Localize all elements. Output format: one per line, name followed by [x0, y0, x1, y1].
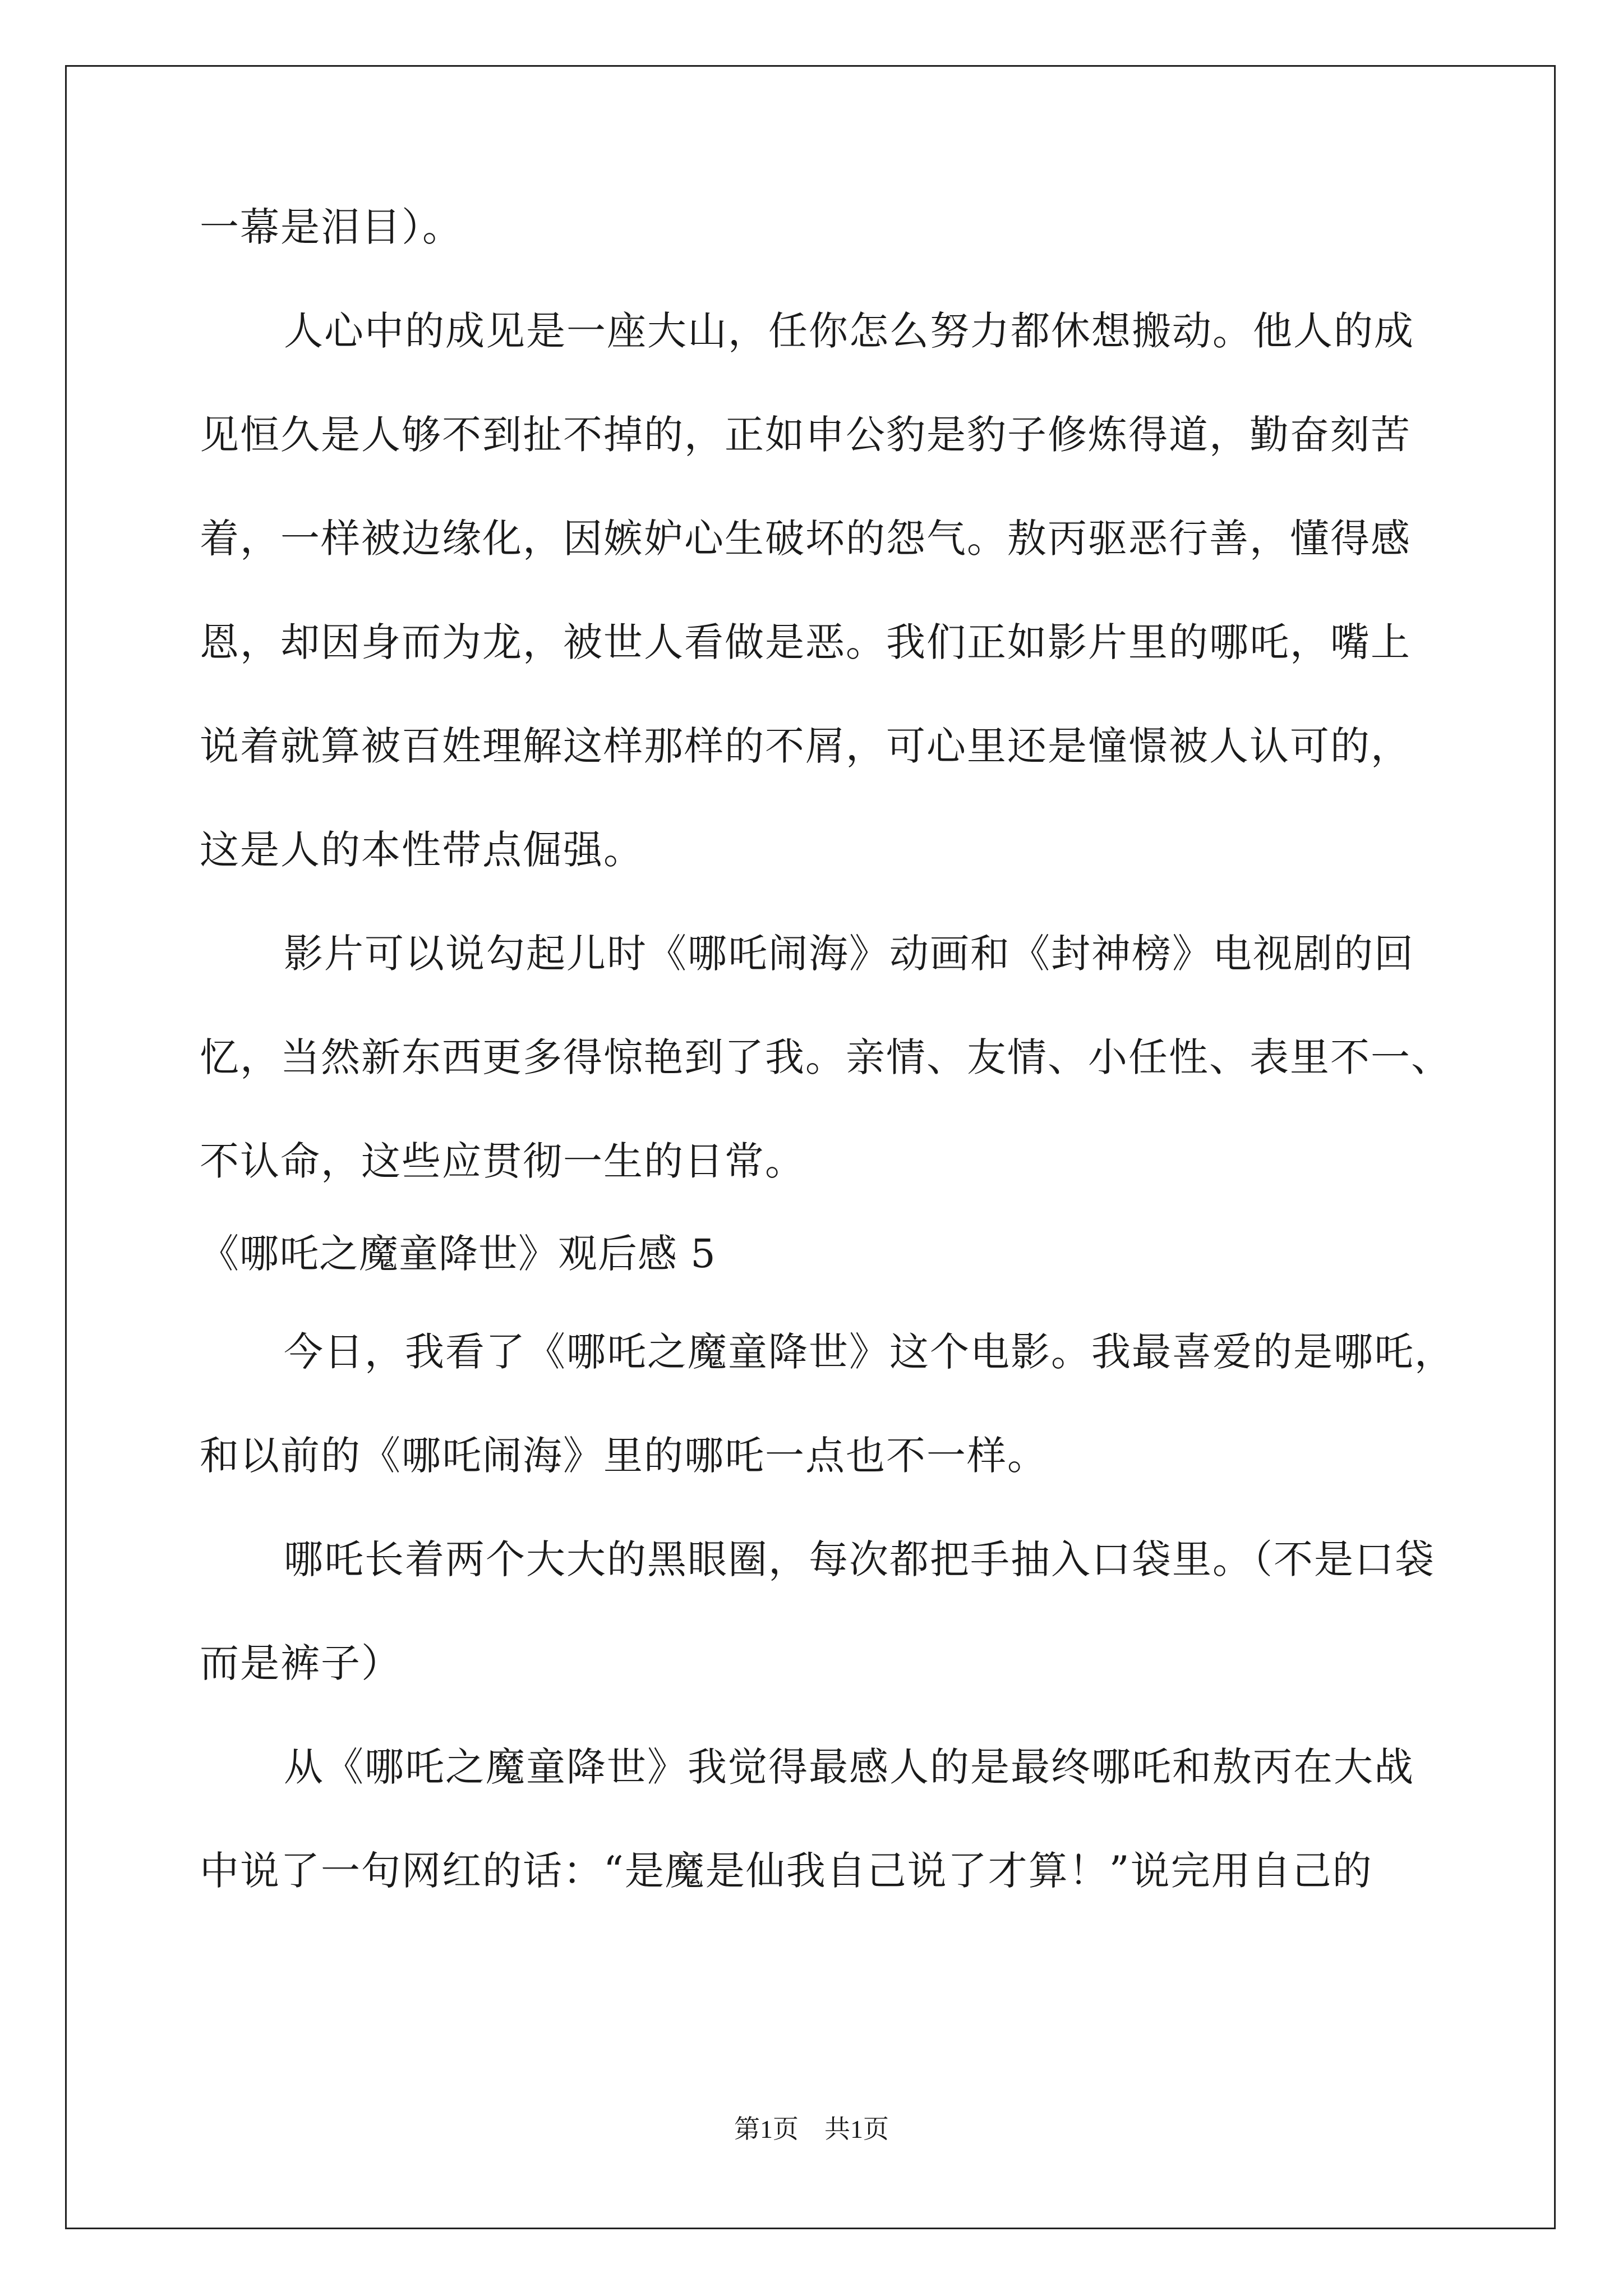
paragraph-line: 哪吒长着两个大大的黑眼圈，每次都把手抽入口袋里。（不是口袋 [284, 1536, 1435, 1582]
page-footer: 第1页 共1页 [734, 2115, 889, 2143]
text-line: 中说了一句网红的话：“是魔是仙我自己说了才算！”说完用自己的 [200, 1848, 1373, 1894]
text-line: 和以前的《哪吒闹海》里的哪吒一点也不一样。 [200, 1433, 1048, 1479]
text-line: 一幕是泪目）。 [200, 204, 463, 250]
text-line: 说着就算被百姓理解这样那样的不屑，可心里还是憧憬被人认可的， [200, 723, 1411, 769]
text-line: 着，一样被边缘化，因嫉妒心生破坏的怨气。敖丙驱恶行善，懂得感 [200, 516, 1411, 562]
paragraph-line: 人心中的成见是一座大山，任你怎么努力都休想搬动。他人的成 [284, 308, 1414, 354]
paragraph-line: 影片可以说勾起儿时《哪吒闹海》动画和《封神榜》电视剧的回 [284, 931, 1414, 977]
paragraph-line: 今日，我看了《哪吒之魔童降世》这个电影。我最喜爱的是哪吒， [284, 1329, 1455, 1375]
text-line: 不认命，这些应贯彻一生的日常。 [200, 1138, 805, 1184]
paragraph-line: 从《哪吒之魔童降世》我觉得最感人的是最终哪吒和敖丙在大战 [284, 1744, 1414, 1790]
text-line: 忆，当然新东西更多得惊艳到了我。亲情、友情、小任性、表里不一、 [200, 1034, 1451, 1080]
text-line: 这是人的本性带点倔强。 [200, 827, 644, 873]
section-heading: 《哪吒之魔童降世》观后感 5 [200, 1231, 716, 1277]
text-line: 恩，却因身而为龙，被世人看做是恶。我们正如影片里的哪吒，嘴上 [200, 619, 1411, 665]
text-line: 见恒久是人够不到扯不掉的，正如申公豹是豹子修炼得道，勤奋刻苦 [200, 412, 1411, 458]
text-line: 而是裤子） [200, 1640, 402, 1686]
